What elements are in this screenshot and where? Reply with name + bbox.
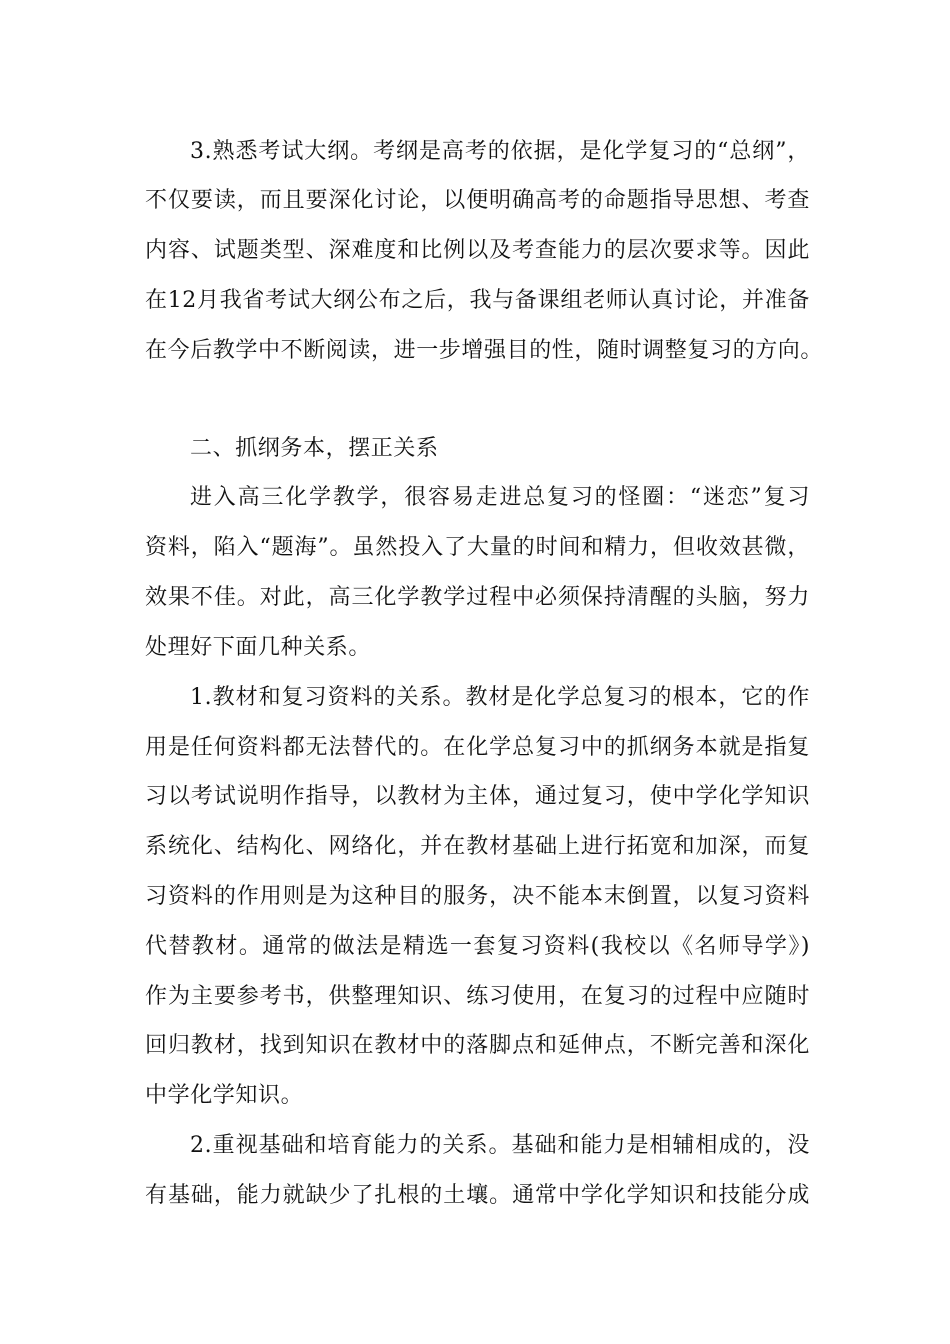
paragraph-line: 效果不佳。对此，高三化学教学过程中必须保持清醒的头脑，努力 bbox=[145, 585, 810, 610]
paragraph-line: 系统化、结构化、网络化，并在教材基础上进行拓宽和加深，而复 bbox=[145, 834, 810, 859]
paragraph-line: 有基础，能力就缺少了扎根的土壤。通常中学化学知识和技能分成 bbox=[145, 1183, 810, 1208]
paragraph-line: 习以考试说明作指导，以教材为主体，通过复习，使中学化学知识 bbox=[145, 784, 810, 809]
paragraph-line: 中学化学知识。 bbox=[145, 1083, 304, 1108]
paragraph-line: 作为主要参考书，供整理知识、练习使用，在复习的过程中应随时 bbox=[145, 984, 810, 1009]
section-heading: 二、抓纲务本，摆正关系 bbox=[190, 436, 439, 461]
paragraph-line: 3.熟悉考试大纲。考纲是高考的依据，是化学复习的“总纲”， bbox=[190, 139, 810, 164]
paragraph-line: 在12月我省考试大纲公布之后，我与备课组老师认真讨论，并准备 bbox=[145, 288, 810, 313]
paragraph-line: 进入高三化学教学，很容易走进总复习的怪圈：“迷恋”复习 bbox=[190, 485, 810, 510]
paragraph-line: 代替教材。通常的做法是精选一套复习资料(我校以《名师导学》) bbox=[145, 934, 810, 959]
paragraph-line: 资料，陷入“题海”。虽然投入了大量的时间和精力，但收效甚微， bbox=[145, 535, 810, 560]
paragraph-line: 习资料的作用则是为这种目的服务，决不能本末倒置，以复习资料 bbox=[145, 884, 810, 909]
paragraph-line: 2.重视基础和培育能力的关系。基础和能力是相辅相成的，没 bbox=[190, 1133, 810, 1158]
paragraph-line: 内容、试题类型、深难度和比例以及考查能力的层次要求等。因此 bbox=[145, 238, 810, 263]
paragraph-line: 回归教材，找到知识在教材中的落脚点和延伸点，不断完善和深化 bbox=[145, 1033, 810, 1058]
paragraph-line: 用是任何资料都无法替代的。在化学总复习中的抓纲务本就是指复 bbox=[145, 735, 810, 760]
paragraph-line: 1.教材和复习资料的关系。教材是化学总复习的根本，它的作 bbox=[190, 685, 810, 710]
paragraph-line: 不仅要读，而且要深化讨论，以便明确高考的命题指导思想、考查 bbox=[145, 188, 810, 213]
paragraph-line: 在今后教学中不断阅读，进一步增强目的性，随时调整复习的方向。 bbox=[145, 338, 824, 363]
paragraph-line: 处理好下面几种关系。 bbox=[145, 635, 372, 660]
